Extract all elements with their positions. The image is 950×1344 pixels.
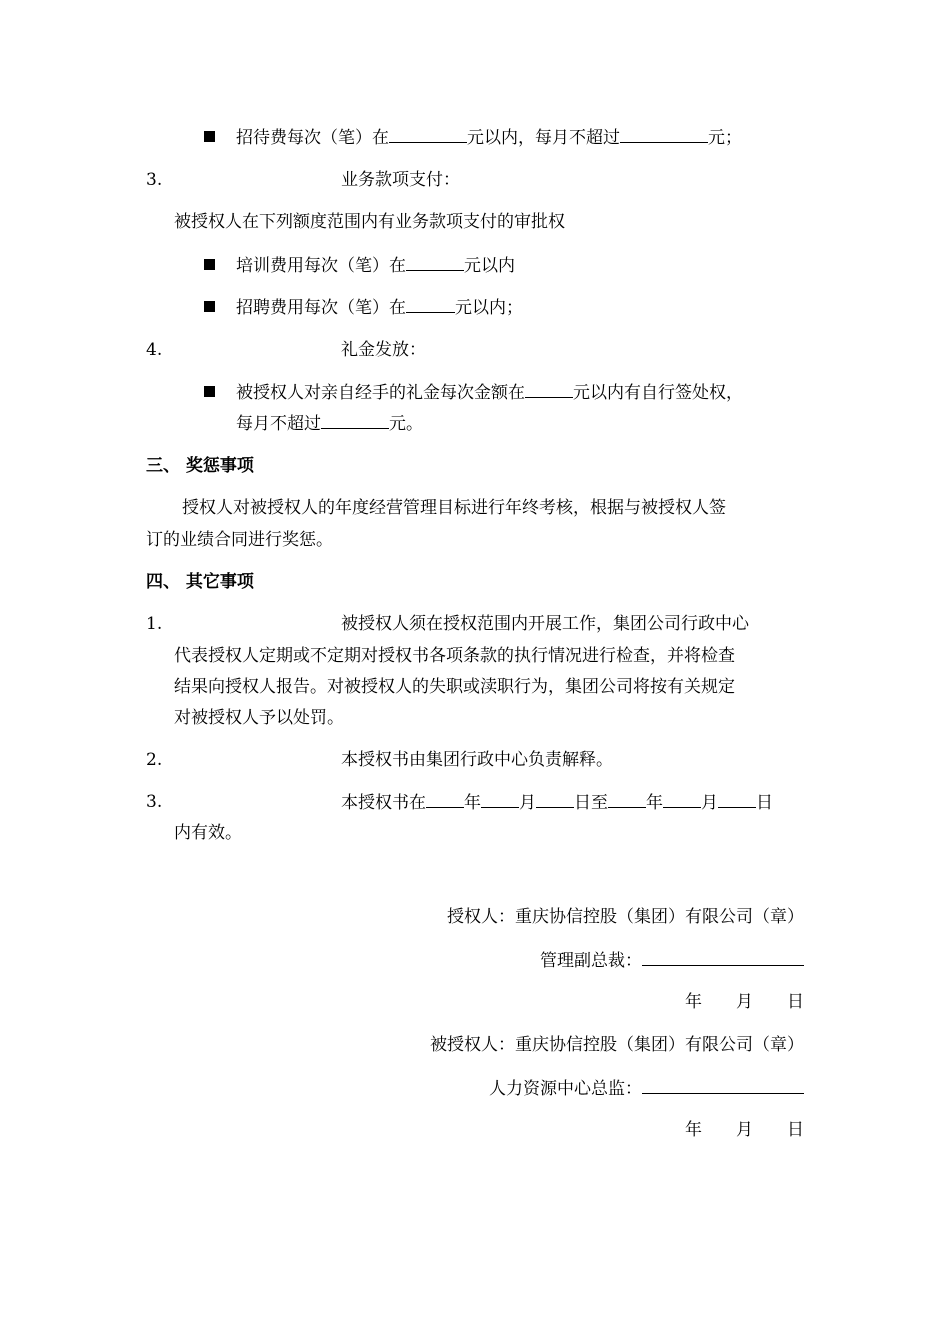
grantee-signer-label: 人力资源中心总监： (489, 1079, 642, 1099)
bullet-icon (204, 131, 215, 142)
item-text-line: 结果向授权人报告。对被授权人的失职或渎职行为，集团公司将按有关规定 (174, 677, 735, 697)
gift-text-3: 每月不超过 (236, 414, 321, 434)
validity-period-line (341, 791, 773, 814)
training-text-1: 培训费用每次（笔）在 (236, 256, 406, 276)
entertainment-text-2: 元以内，每月不超过 (467, 128, 620, 148)
validity-month-1: 月 (519, 793, 536, 813)
end-year-blank (608, 791, 646, 808)
gift-limit-line-1 (236, 381, 743, 404)
section-paragraph-line: 授权人对被授权人的年度经营管理目标进行年终考核，根据与被授权人签 (182, 498, 726, 518)
grantee-signer-line (489, 1077, 804, 1100)
bullet-icon (204, 259, 215, 270)
item-text-line: 对被授权人予以处罚。 (174, 708, 344, 728)
training-text-2: 元以内 (464, 256, 515, 276)
gift-text-4: 元。 (389, 414, 423, 434)
validity-day-1: 日至 (574, 793, 608, 813)
item-text-line: 被授权人须在授权范围内开展工作，集团公司行政中心 (341, 614, 749, 634)
item-number: 3. (146, 792, 163, 812)
validity-text-1: 本授权书在 (341, 793, 426, 813)
recruit-text-2: 元以内； (455, 298, 523, 318)
end-day-blank (718, 791, 756, 808)
section-heading: 四、 其它事项 (146, 572, 254, 592)
start-year-blank (426, 791, 464, 808)
grantee-signature-blank (642, 1077, 804, 1094)
validity-month-2: 月 (701, 793, 718, 813)
bullet-icon (204, 386, 215, 397)
grantor-date: 年 月 日 (685, 992, 804, 1012)
entertainment-text-3: 元； (708, 128, 742, 148)
recruit-blank (406, 296, 455, 313)
gift-limit-line-2 (236, 412, 423, 435)
gift-per-blank (525, 381, 573, 398)
gift-monthly-blank (321, 412, 389, 429)
item-title: 业务款项支付： (341, 170, 460, 190)
validity-year-2: 年 (646, 793, 663, 813)
item-number: 1. (146, 614, 163, 634)
item-text-line: 代表授权人定期或不定期对授权书各项条款的执行情况进行检查，并将检查 (174, 646, 735, 666)
validity-year-1: 年 (464, 793, 481, 813)
item-number: 2. (146, 750, 163, 770)
start-day-blank (536, 791, 574, 808)
grantor-signer-label: 管理副总裁： (540, 951, 642, 971)
training-blank (406, 254, 464, 271)
end-month-blank (663, 791, 701, 808)
gift-text-2: 元以内有自行签处权， (573, 383, 743, 403)
grantor-signer-line (540, 949, 804, 972)
item-title: 礼金发放： (341, 340, 426, 360)
item-text-line: 本授权书由集团行政中心负责解释。 (341, 750, 613, 770)
recruit-text-1: 招聘费用每次（笔）在 (236, 298, 406, 318)
item-text-line: 内有效。 (174, 823, 242, 843)
section-paragraph-line: 订的业绩合同进行奖惩。 (146, 530, 333, 550)
grantor-signature-blank (642, 949, 804, 966)
bullet-icon (204, 301, 215, 312)
gift-text-1: 被授权人对亲自经手的礼金每次金额在 (236, 383, 525, 403)
entertainment-per-blank (389, 126, 467, 143)
start-month-blank (481, 791, 519, 808)
grantee-line: 被授权人：重庆协信控股（集团）有限公司（章） (430, 1035, 804, 1055)
item-description: 被授权人在下列额度范围内有业务款项支付的审批权 (174, 212, 565, 232)
training-limit-line (236, 254, 515, 277)
grantee-date: 年 月 日 (685, 1120, 804, 1140)
item-number: 3. (146, 170, 163, 190)
entertainment-monthly-blank (620, 126, 708, 143)
item-number: 4. (146, 340, 163, 360)
entertainment-text-1: 招待费每次（笔）在 (236, 128, 389, 148)
grantor-line: 授权人：重庆协信控股（集团）有限公司（章） (447, 907, 804, 927)
validity-day-2: 日 (756, 793, 773, 813)
entertainment-limit-line (236, 126, 742, 149)
section-heading: 三、 奖惩事项 (146, 456, 254, 476)
recruit-limit-line (236, 296, 523, 319)
